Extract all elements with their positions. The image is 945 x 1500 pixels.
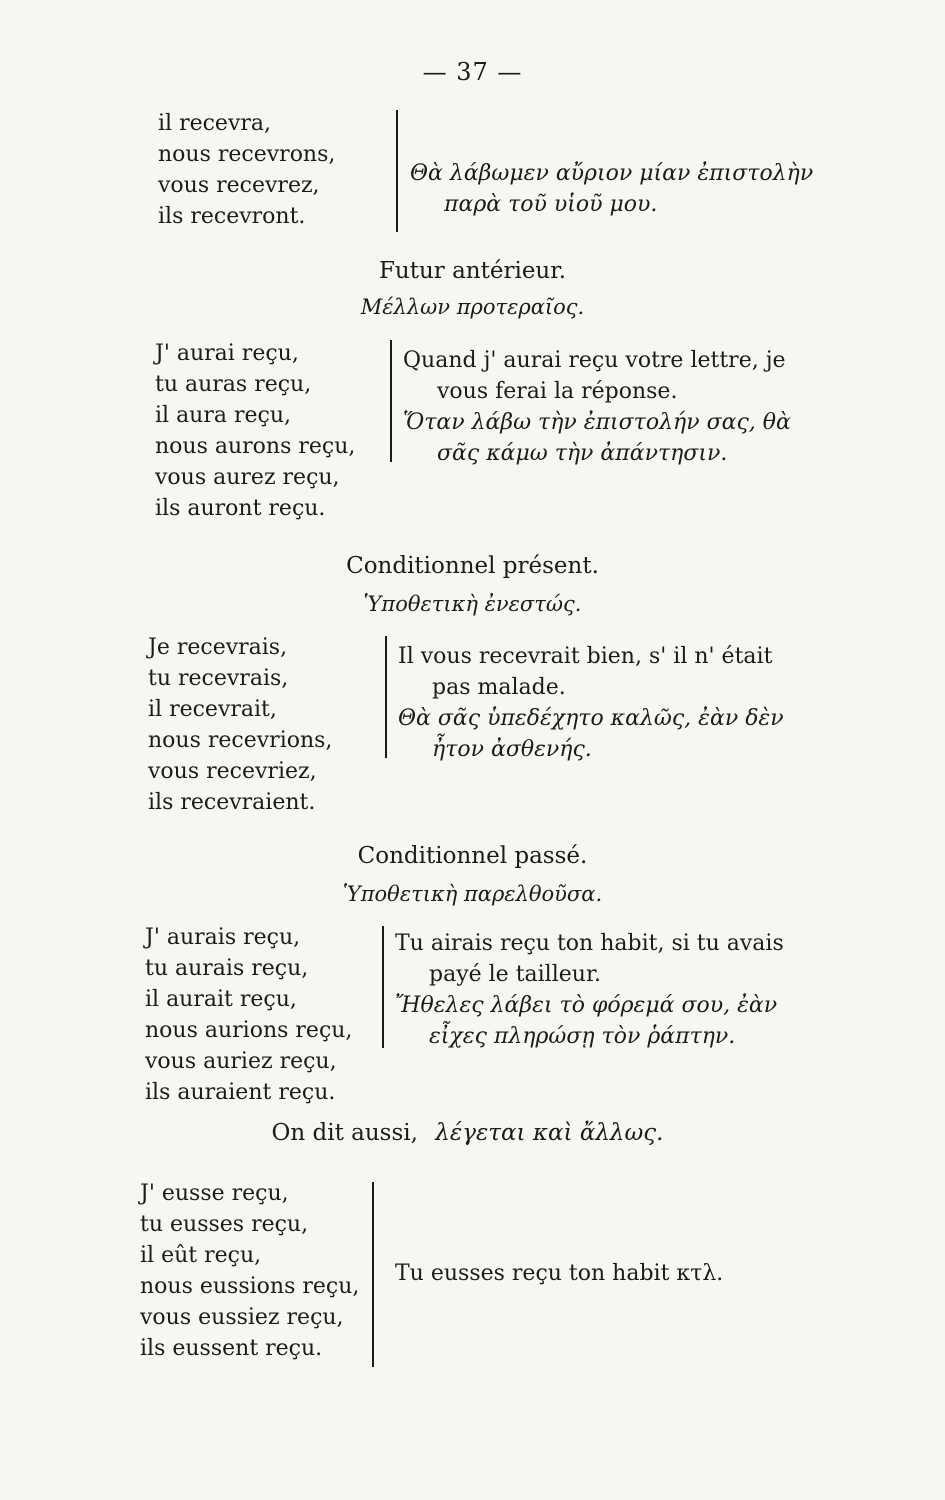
section-heading: Conditionnel passé. bbox=[357, 843, 588, 869]
conjugation-form: vous aurez reçu, bbox=[155, 465, 340, 490]
example-block bbox=[395, 1258, 723, 1289]
conjugation-form: nous aurons reçu, bbox=[155, 434, 356, 459]
example-line: vous ferai la réponse. bbox=[437, 379, 678, 404]
example-line: σᾶς κάμω τὴν ἀπάντησιν. bbox=[437, 441, 728, 466]
conjugation-list bbox=[148, 632, 332, 818]
example-line: Θὰ λάβωμεν αὔριον μίαν ἐπιστολὴν bbox=[410, 161, 814, 186]
section-heading: Futur antérieur. bbox=[378, 258, 567, 284]
example-line: ἦτον ἀσθενής. bbox=[432, 737, 592, 762]
example-line: Tu airais reçu ton habit, si tu avais bbox=[395, 931, 784, 956]
conjugation-form: nous aurions reçu, bbox=[145, 1018, 353, 1043]
example-block bbox=[398, 641, 784, 765]
conjugation-form: il recevra, bbox=[158, 111, 271, 136]
section-greek-heading: Μέλλων προτεραῖος. bbox=[360, 295, 585, 319]
conjugation-form: J' eusse reçu, bbox=[140, 1181, 289, 1206]
conjugation-list bbox=[158, 108, 335, 232]
conjugation-form: ils eussent reçu. bbox=[140, 1336, 323, 1361]
conjugation-form: tu auras reçu, bbox=[155, 372, 312, 397]
conjugation-list bbox=[140, 1178, 359, 1364]
example-line: Il vous recevrait bien, s' il n' était bbox=[398, 644, 773, 669]
conjugation-form: il aura reçu, bbox=[155, 403, 291, 428]
conjugation-form: il recevrait, bbox=[148, 697, 277, 722]
conjugation-form: vous recevriez, bbox=[148, 759, 317, 784]
conjugation-form: ils auraient reçu. bbox=[145, 1080, 336, 1105]
example-line: Ἤθελες λάβει τὸ φόρεμά σου, ἐὰν bbox=[395, 993, 778, 1018]
example-block bbox=[403, 345, 791, 469]
conjugation-form: vous eussiez reçu, bbox=[140, 1305, 344, 1330]
column-divider bbox=[390, 340, 392, 462]
section-heading: Conditionnel présent. bbox=[346, 553, 599, 579]
example-line: pas malade. bbox=[432, 675, 566, 700]
example-block bbox=[395, 928, 784, 1052]
conjugation-form: vous auriez reçu, bbox=[145, 1049, 337, 1074]
column-divider bbox=[396, 110, 398, 232]
conjugation-form: ils recevront. bbox=[158, 204, 306, 229]
example-block bbox=[410, 158, 813, 220]
conjugation-list bbox=[155, 338, 355, 524]
page-number: — 37 — bbox=[422, 58, 523, 86]
example-line: Θὰ σᾶς ὑπεδέχητο καλῶς, ἐὰν δὲν bbox=[398, 706, 784, 731]
conjugation-form: ils recevraient. bbox=[148, 790, 316, 815]
section-greek-heading: Ὑποθετικὴ ἐνεστώς. bbox=[363, 592, 582, 616]
also-line bbox=[0, 1120, 945, 1146]
example-line: payé le tailleur. bbox=[429, 962, 602, 987]
column-divider bbox=[372, 1182, 374, 1367]
conjugation-list bbox=[145, 922, 352, 1108]
column-divider bbox=[385, 636, 387, 758]
also-french: On dit aussi, bbox=[271, 1120, 418, 1146]
example-line: παρὰ τοῦ υἱοῦ μου. bbox=[444, 192, 658, 217]
example-line: εἶχες πληρώσῃ τὸν ῥάπτην. bbox=[429, 1024, 736, 1049]
conjugation-form: ils auront reçu. bbox=[155, 496, 326, 521]
conjugation-form: J' aurais reçu, bbox=[145, 925, 301, 950]
conjugation-form: tu aurais reçu, bbox=[145, 956, 309, 981]
also-greek: λέγεται καὶ ἄλλως. bbox=[435, 1120, 664, 1146]
conjugation-form: tu eusses reçu, bbox=[140, 1212, 309, 1237]
conjugation-form: il aurait reçu, bbox=[145, 987, 297, 1012]
example-line: Ὅταν λάβω τὴν ἐπιστολήν σας, θὰ bbox=[403, 410, 791, 435]
conjugation-form: tu recevrais, bbox=[148, 666, 289, 691]
conjugation-form: il eût reçu, bbox=[140, 1243, 262, 1268]
conjugation-form: nous recevrions, bbox=[148, 728, 333, 753]
conjugation-form: J' aurai reçu, bbox=[155, 341, 299, 366]
example-line: Quand j' aurai reçu votre lettre, je bbox=[403, 348, 786, 373]
column-divider bbox=[382, 926, 384, 1048]
conjugation-form: vous recevrez, bbox=[158, 173, 320, 198]
conjugation-form: nous recevrons, bbox=[158, 142, 336, 167]
section-greek-heading: Ὑποθετικὴ παρελθοῦσα. bbox=[342, 882, 603, 906]
example-line: Tu eusses reçu ton habit κτλ. bbox=[395, 1261, 724, 1286]
conjugation-form: nous eussions reçu, bbox=[140, 1274, 360, 1299]
conjugation-form: Je recevrais, bbox=[148, 635, 288, 660]
